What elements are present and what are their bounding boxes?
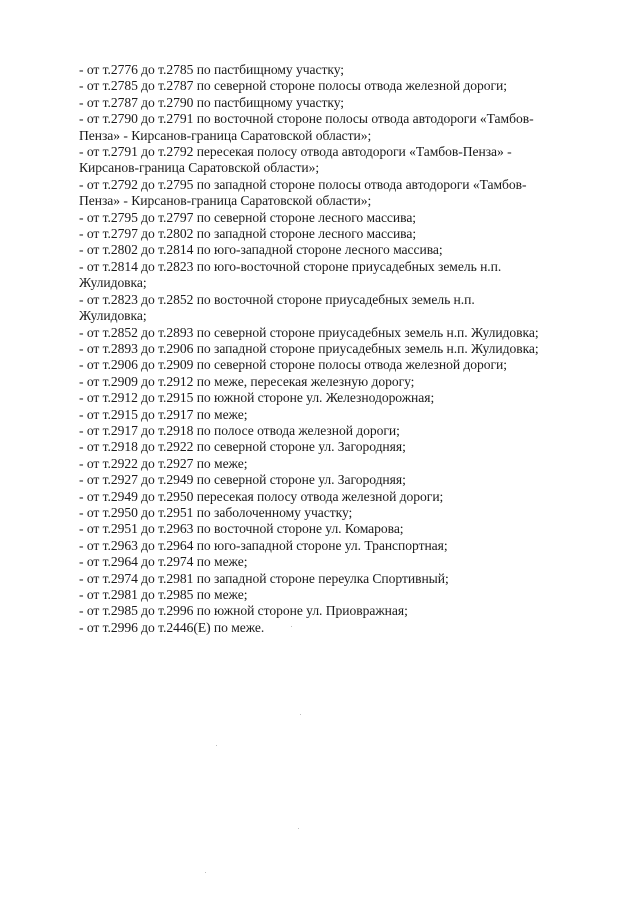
scan-speck (298, 828, 299, 829)
boundary-description-text (79, 62, 607, 636)
text-line: Жулидовка; (79, 308, 147, 324)
text-line: - от т.2996 до т.2446(Е) по меже. (79, 619, 265, 635)
text-line: Кирсанов-граница Саратовской области»; (79, 160, 320, 176)
text-line: - от т.2922 до т.2927 по меже; (79, 455, 248, 471)
scan-speck (300, 714, 301, 715)
text-line: - от т.2915 до т.2917 по меже; (79, 406, 248, 422)
text-line: - от т.2787 до т.2790 по пастбищному участку; (79, 94, 345, 110)
scan-speck (205, 872, 206, 873)
text-line: - от т.2951 до т.2963 по восточной стороне ул. Комарова; (79, 521, 404, 537)
text-line: - от т.2974 до т.2981 по западной стороне переулка Спортивный; (79, 570, 449, 586)
text-line: - от т.2795 до т.2797 по северной стороне лесного массива; (79, 209, 417, 225)
text-line: - от т.2802 до т.2814 по юго-западной стороне лесного массива; (79, 242, 443, 258)
text-line: - от т.2791 до т.2792 пересекая полосу отвода автодороги «Тамбов-Пенза» - (79, 144, 512, 160)
text-line: - от т.2964 до т.2974 по меже; (79, 554, 248, 570)
text-line: - от т.2790 до т.2791 по восточной стороне полосы отвода автодороги «Тамбов- (79, 111, 534, 127)
text-line: - от т.2776 до т.2785 по пастбищному участку; (79, 62, 345, 77)
text-line: - от т.2927 до т.2949 по северной стороне ул. Загородняя; (79, 472, 406, 488)
text-line: - от т.2906 до т.2909 по северной стороне полосы отвода железной дороги; (79, 357, 508, 373)
text-line: - от т.2917 до т.2918 по полосе отвода железной дороги; (79, 422, 400, 438)
text-line: - от т.2985 до т.2996 по южной стороне ул. Приовражная; (79, 603, 408, 619)
scan-speck (291, 626, 292, 627)
text-line: - от т.2918 до т.2922 по северной стороне ул. Загородняя; (79, 439, 406, 455)
text-line: Жулидовка; (79, 275, 147, 291)
text-line: - от т.2949 до т.2950 пересекая полосу отвода железной дороги; (79, 488, 444, 504)
text-line: - от т.2963 до т.2964 по юго-западной стороне ул. Транспортная; (79, 537, 448, 553)
text-line: - от т.2814 до т.2823 по юго-восточной стороне приусадебных земель н.п. (79, 258, 502, 274)
text-line: - от т.2912 до т.2915 по южной стороне ул. Железнодорожная; (79, 390, 435, 406)
scan-speck (216, 745, 217, 746)
text-line: - от т.2785 до т.2787 по северной стороне полосы отвода железной дороги; (79, 78, 508, 94)
text-line: - от т.2981 до т.2985 по меже; (79, 587, 248, 602)
text-line: Пенза» - Кирсанов-граница Саратовской области»; (79, 127, 372, 143)
text-line: - от т.2909 до т.2912 по меже, пересекая железную дорогу; (79, 373, 415, 389)
text-line: - от т.2797 до т.2802 по западной стороне лесного массива; (79, 226, 417, 242)
text-line: - от т.2792 до т.2795 по западной стороне полосы отвода автодороги «Тамбов- (79, 176, 527, 192)
text-line: - от т.2823 до т.2852 по восточной стороне приусадебных земель н.п. (79, 291, 475, 307)
text-line: - от т.2893 до т.2906 по западной стороне приусадебных земель н.п. Жулидовка; (79, 340, 539, 356)
text-line: - от т.2950 до т.2951 по заболоченному участку; (79, 504, 353, 520)
text-line: - от т.2852 до т.2893 по северной стороне приусадебных земель н.п. Жулидовка; (79, 324, 539, 340)
text-line: Пенза» - Кирсанов-граница Саратовской области»; (79, 193, 372, 209)
